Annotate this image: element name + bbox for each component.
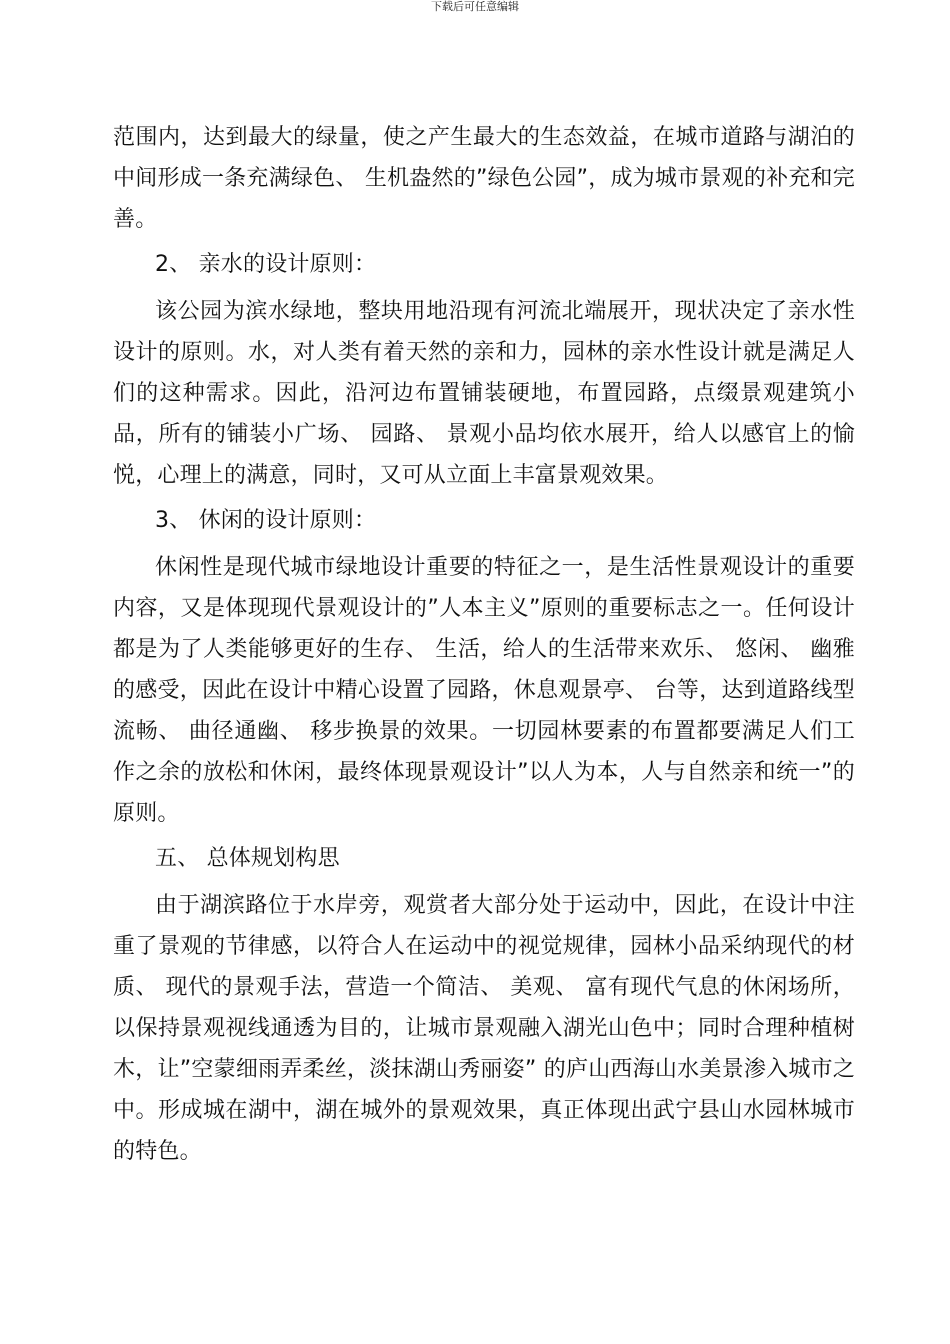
page-header-note: 下载后可任意编辑 [431,0,519,13]
section-heading-leisure-principle: 3、 休闲的设计原则： [155,508,377,533]
paragraph-continued: 范围内，达到最大的绿量，使之产生最大的生态效益，在城市道路与湖泊的中间形成一条充满绿色、 生机盎然的”绿色公园”，成为城市景观的补充和完善。 [113,125,855,232]
document-body [113,117,855,1172]
section-heading-waterfront-principle: 2、 亲水的设计原则： [155,252,377,277]
paragraph-leisure-principle: 休闲性是现代城市绿地设计重要的特征之一，是生活性景观设计的重要内容，又是体现现代景观设计的”人本主义”原则的重要标志之一。任何设计都是为了人类能够更好的生存、 生活，给人的生活带来欢乐、 悠闲、 幽雅的感受，因此在设计中精心设置了园路，休息观景亭、 台等，达到道路线型流畅、 曲径通幽、 移步换景的效果。一切园林要素的布置都要满足人们工作之余的放松和休闲，最终体现景观设计”以人为本，人与自然亲和统一”的原则。 [113,555,855,826]
paragraph-overall-planning: 由于湖滨路位于水岸旁，观赏者大部分处于运动中，因此，在设计中注重了景观的节律感，以符合人在运动中的视觉规律，园林小品采纳现代的材质、 现代的景观手法，营造一个简洁、 美观、 富有现代气息的休闲场所，以保持景观视线通透为目的，让城市景观融入湖光山色中；同时合理种植树木，让”空蒙细雨弄柔丝，淡抹湖山秀丽姿” 的庐山西海山水美景渗入城市之中。形成城在湖中，湖在城外的景观效果，真正体现出武宁县山水园林城市的特色。 [113,893,855,1164]
paragraph-waterfront-principle: 该公园为滨水绿地，整块用地沿现有河流北端展开，现状决定了亲水性设计的原则。水，对人类有着天然的亲和力，园林的亲水性设计就是满足人们的这种需求。因此，沿河边布置铺装硬地，布置园路，点缀景观建筑小品，所有的铺装小广场、 园路、 景观小品均依水展开，给人以感官上的愉悦，心理上的满意，同时，又可从立面上丰富景观效果。 [113,299,855,488]
section-heading-overall-planning: 五、 总体规划构思 [155,846,340,871]
